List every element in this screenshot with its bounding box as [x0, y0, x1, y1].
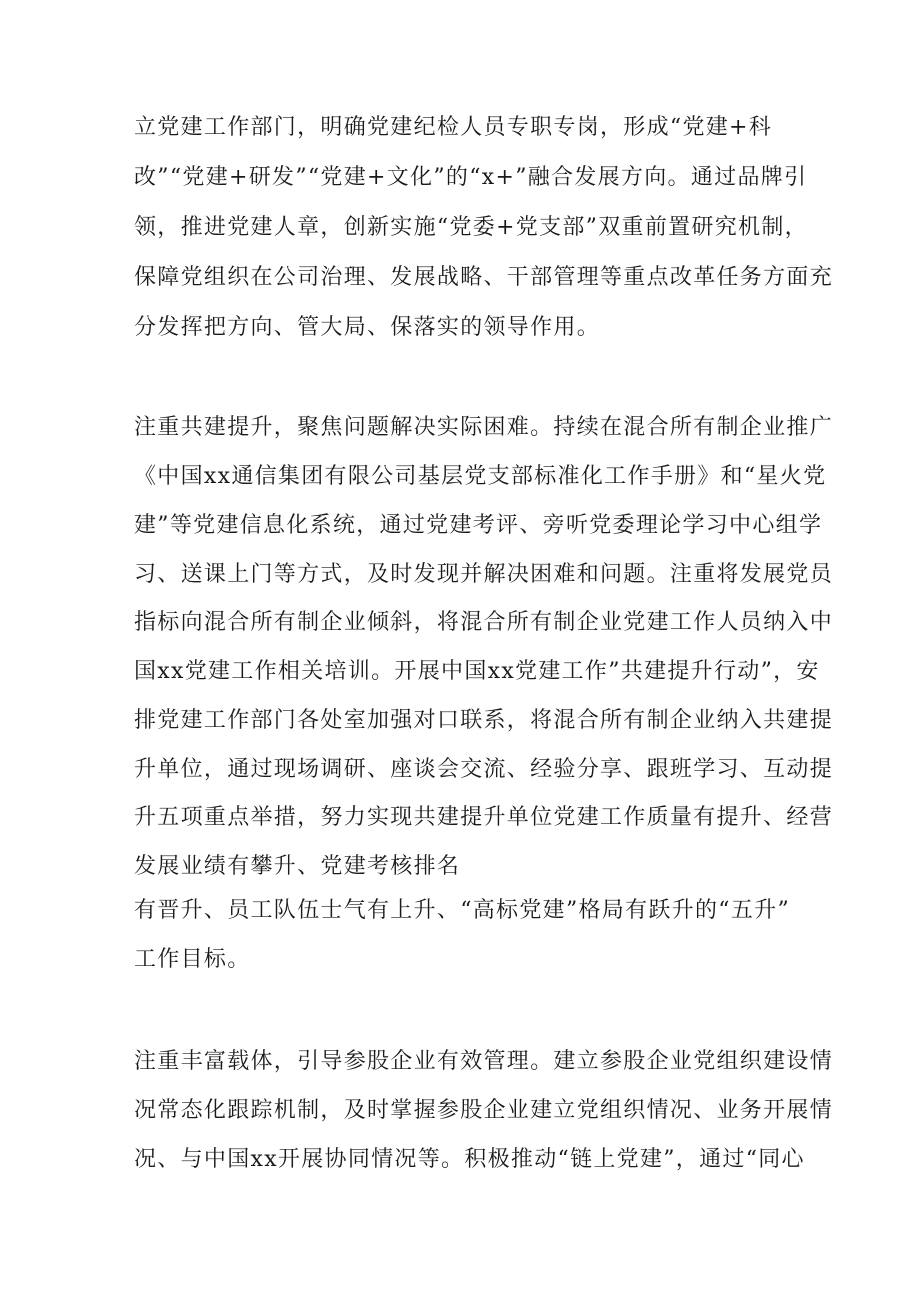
paragraph-line: 工作目标。 — [134, 947, 251, 972]
paragraph-line: 况常态化跟踪机制，及时掌握参股企业建立党组织情况、业务开展情 — [134, 1098, 834, 1123]
paragraph-line: 领，推进党建人章，创新实施“党委+党支部”双重前置研究机制， — [134, 215, 808, 240]
paragraph-line: 发展业绩有攀升、党建考核排名 — [134, 854, 461, 879]
paragraph-line: 立党建工作部门，明确党建纪检人员专职专岗，形成“党建+科 — [134, 115, 773, 140]
paragraph-line: 升五项重点举措，努力实现共建提升单位党建工作质量有提升、经营 — [134, 805, 834, 830]
paragraph-line: 《中国xx通信集团有限公司基层党支部标准化工作手册》和“星火党 — [134, 464, 827, 489]
paragraph-line: 建”等党建信息化系统，通过党建考评、旁听党委理论学习中心组学 — [134, 513, 823, 538]
paragraph-line: 升单位，通过现场调研、座谈会交流、经验分享、跟班学习、互动提 — [134, 757, 834, 782]
paragraph-line: 保障党组织在公司治理、发展战略、干部管理等重点改革任务方面充 — [134, 265, 834, 290]
paragraph-line: 排党建工作部门各处室加强对口联系，将混合所有制企业纳入共建提 — [134, 708, 834, 733]
paragraph-line: 况、与中国xx开展协同情况等。积极推动“链上党建”，通过“同心 — [134, 1147, 805, 1172]
paragraph-line: 改”“党建+研发”“党建+文化”的“x+”融合发展方向。通过品牌引 — [134, 165, 808, 190]
paragraph-line: 国xx党建工作相关培训。开展中国xx党建工作”共建提升行动”，安 — [134, 659, 820, 684]
paragraph-line: 有晋升、员工队伍士气有上升、“高标党建”格局有跃升的“五升” — [134, 898, 790, 923]
paragraph-line: 指标向混合所有制企业倾斜，将混合所有制企业党建工作人员纳入中 — [134, 610, 834, 635]
paragraph-line: 分发挥把方向、管大局、保落实的领导作用。 — [134, 315, 601, 340]
paragraph-line: 注重丰富载体，引导参股企业有效管理。建立参股企业党组织建设情 — [134, 1049, 834, 1074]
paragraph-line: 习、送课上门等方式，及时发现并解决困难和问题。注重将发展党员 — [134, 562, 834, 587]
paragraph-line: 注重共建提升，聚焦问题解决实际困难。持续在混合所有制企业推广 — [134, 415, 834, 440]
